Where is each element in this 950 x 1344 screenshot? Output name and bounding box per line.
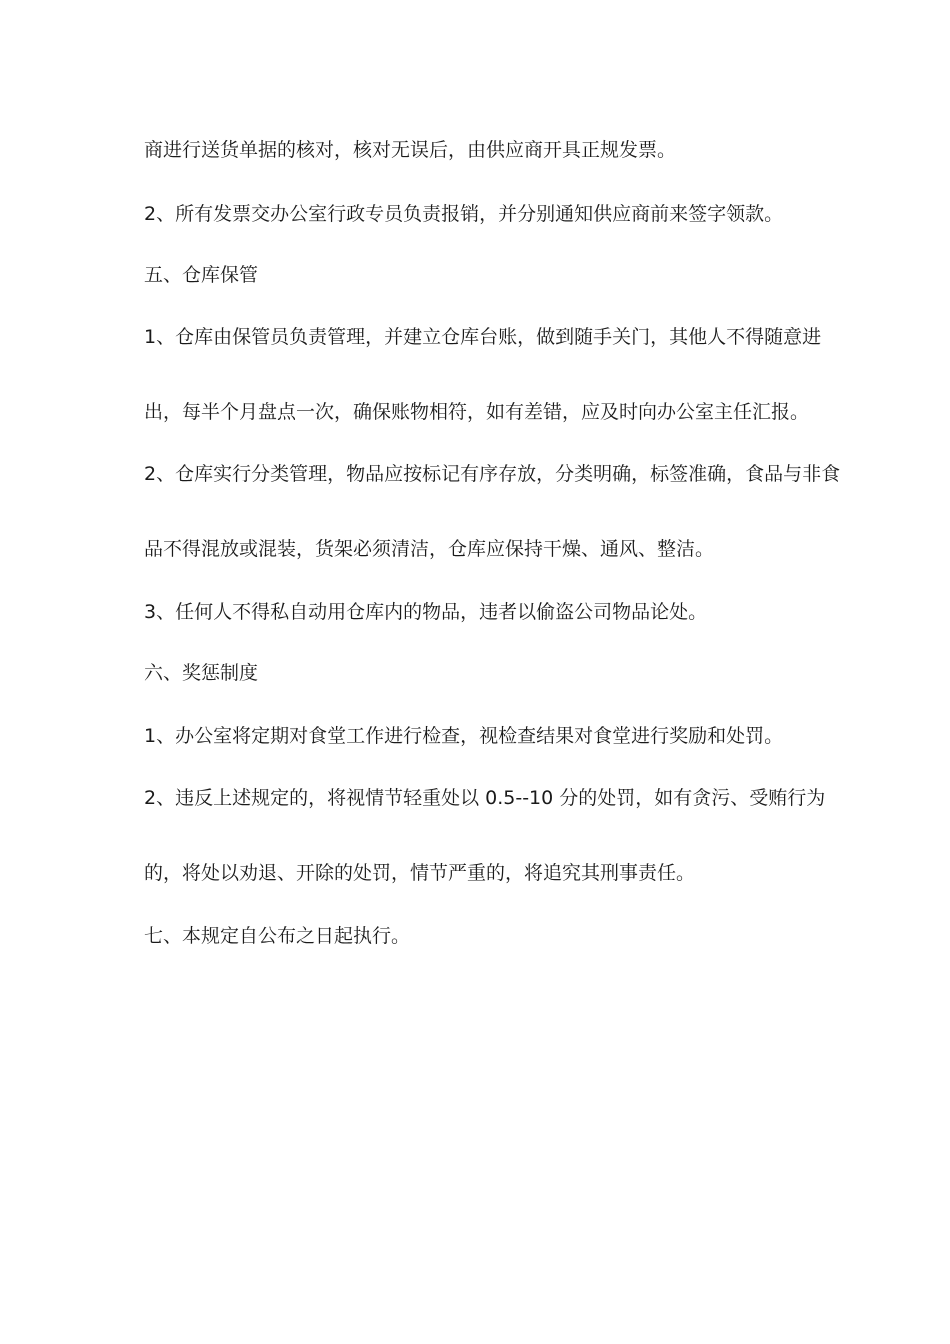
section-heading: 六、奖惩制度 (144, 662, 259, 684)
text-line: 1、办公室将定期对食堂工作进行检查，视检查结果对食堂进行奖励和处罚。 (144, 725, 784, 747)
text-line: 2、仓库实行分类管理，物品应按标记有序存放，分类明确，标签准确，食品与非食 (144, 463, 841, 485)
text-line: 的，将处以劝退、开除的处罚，情节严重的，将追究其刑事责任。 (144, 862, 696, 884)
text-line: 2、违反上述规定的，将视情节轻重处以 0.5--10 分的处罚，如有贪污、受贿行为 (144, 787, 826, 809)
text-line: 2、所有发票交办公室行政专员负责报销，并分别通知供应商前来签字领款。 (144, 203, 784, 225)
text-line: 1、仓库由保管员负责管理，并建立仓库台账，做到随手关门，其他人不得随意进 (144, 326, 822, 348)
text-line: 3、任何人不得私自动用仓库内的物品，违者以偷盗公司物品论处。 (144, 601, 708, 623)
text-line: 出，每半个月盘点一次，确保账物相符，如有差错，应及时向办公室主任汇报。 (144, 401, 810, 423)
section-heading: 七、本规定自公布之日起执行。 (144, 925, 411, 947)
text-line: 品不得混放或混装，货架必须清洁，仓库应保持干燥、通风、整洁。 (144, 538, 715, 560)
section-heading: 五、仓库保管 (144, 264, 259, 286)
text-line: 商进行送货单据的核对，核对无误后，由供应商开具正规发票。 (144, 139, 677, 161)
